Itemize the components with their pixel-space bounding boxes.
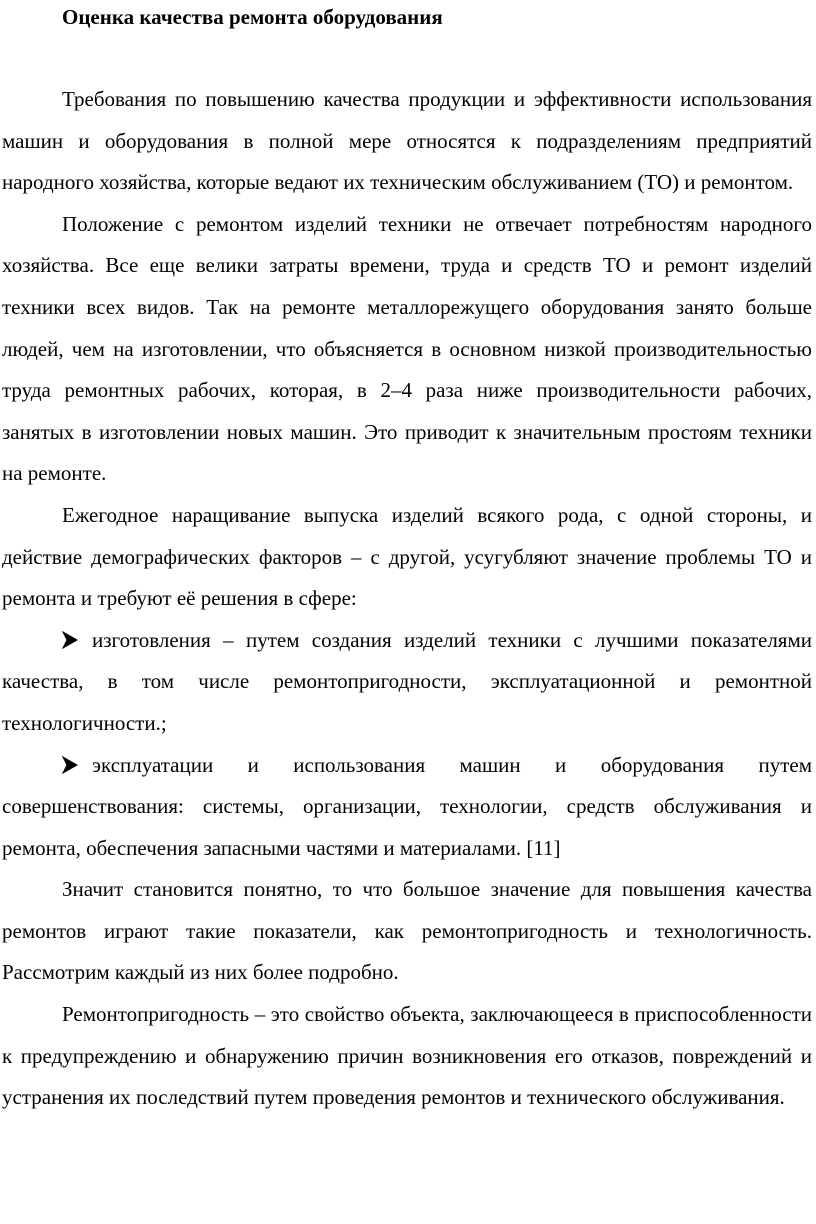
bullet-text: эксплуатации и использования машин и оборудования путем совершенствования: системы, организации, технологии, средств обслуживания и ремонта, обеспечения запасными частями и материалами. [11] — [2, 752, 812, 860]
paragraph-repair-situation: Положение с ремонтом изделий техники не отвечает потребностям народного хозяйства. Все еще велики затраты времени, труда и средств ТО и ремонт изделий техники всех видов. Так на ремонте металлорежущего оборудования занято больше людей, чем на изготовлении, что объясняется в основном низкой производительностью труда ремонтных рабочих, которая, в 2–4 раза ниже производительности рабочих, занятых в изготовлении новых машин. Это приводит к значительным простоям техники на ремонте. — [2, 211, 812, 486]
document-title: Оценка качества ремонта оборудования — [62, 5, 443, 29]
document-body — [2, 79, 812, 1119]
paragraph-requirements: Требования по повышению качества продукции и эффективности использования машин и оборудования в полной мере относятся к подразделениям предприятий народного хозяйства, которые ведают их техническим обслуживанием (ТО) и ремонтом. — [2, 87, 812, 195]
arrowhead-bullet-icon — [62, 745, 92, 787]
bullet-text: изготовления – путем создания изделий техники с лучшими показателями качества, в том числе ремонтопригодности, эксплуатационной и ремонтной технологичности.; — [2, 627, 812, 735]
bullet-item-operation — [2, 745, 812, 870]
paragraph-annual-growth: Ежегодное наращивание выпуска изделий всякого рода, с одной стороны, и действие демографических факторов – с другой, усугубляют значение проблемы ТО и ремонта и требуют её решения в сфере: — [2, 502, 812, 611]
bullet-item-manufacturing — [2, 620, 812, 745]
paragraph-conclusion: Значит становится понятно, то что большое значение для повышения качества ремонтов играют такие показатели, как ремонтопригодность и технологичность. Рассмотрим каждый из них более подробно. — [2, 877, 812, 985]
paragraph-maintainability-definition: Ремонтопригодность – это свойство объекта, заключающееся в приспособленности к предупреждению и обнаружению причин возникновения его отказов, повреждений и устранения их последствий путем проведения ремонтов и технического обслуживания. — [2, 1002, 812, 1110]
arrowhead-bullet-icon — [62, 620, 92, 662]
